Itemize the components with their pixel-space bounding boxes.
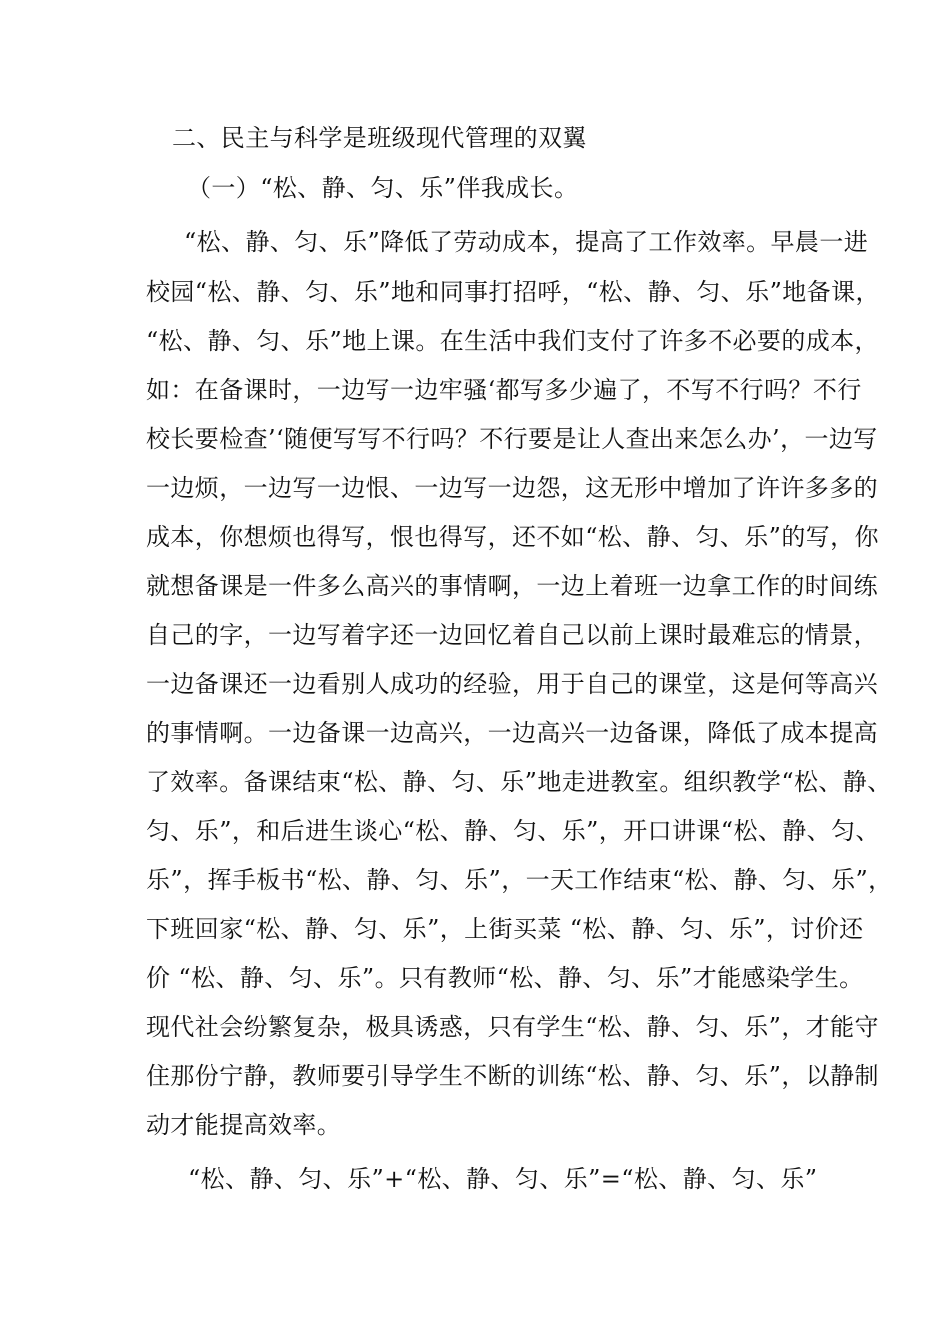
paragraph-line: 动才能提高效率。	[146, 1111, 342, 1139]
paragraph-line: 乐”，挥手板书“松、静、匀、乐”，一天工作结束“松、静、匀、乐”，	[146, 866, 893, 894]
paragraph-line: 就想备课是一件多么高兴的事情啊，一边上着班一边拿工作的时间练	[146, 572, 878, 600]
paragraph-line: 价 “松、静、匀、乐”。只有教师“松、静、匀、乐”才能感染学生。	[146, 964, 864, 992]
paragraph-line: 现代社会纷繁复杂，极具诱惑，只有学生“松、静、匀、乐”，才能守	[146, 1013, 879, 1041]
paragraph-line: “松、静、匀、乐”降低了劳动成本，提高了工作效率。早晨一进	[184, 228, 869, 256]
paragraph-line: 住那份宁静，教师要引导学生不断的训练“松、静、匀、乐”，以静制	[146, 1062, 879, 1090]
paragraph-line: 一边备课还一边看别人成功的经验，用于自己的课堂，这是何等高兴	[146, 670, 878, 698]
paragraph-line: 成本，你想烦也得写，恨也得写，还不如“松、静、匀、乐”的写，你	[146, 523, 879, 551]
paragraph-line: 下班回家“松、静、匀、乐”，上街买菜 “松、静、匀、乐”，讨价还	[146, 915, 864, 943]
paragraph-line: 匀、乐”，和后进生谈心“松、静、匀、乐”，开口讲课“松、静、匀、	[146, 817, 880, 845]
paragraph-line: 校园“松、静、匀、乐”地和同事打招呼，“松、静、匀、乐”地备课，	[146, 278, 880, 306]
paragraph-line: 如：在备课时，一边写一边牢骚‘都写多少遍了，不写不行吗？不行	[146, 376, 862, 404]
section-heading: 二、民主与科学是班级现代管理的双翼	[172, 124, 587, 152]
paragraph-line: 的事情啊。一边备课一边高兴，一边高兴一边备课，降低了成本提高	[146, 719, 878, 747]
subsection-heading: （一）“松、静、匀、乐”伴我成长。	[187, 174, 579, 202]
paragraph-line: 校长要检查’‘随便写写不行吗？不行要是让人查出来怎么办’，一边写	[146, 425, 878, 453]
paragraph-line: 了效率。备课结束“松、静、匀、乐”地走进教室。组织教学“松、静、	[146, 768, 892, 796]
paragraph-line: “松、静、匀、乐”地上课。在生活中我们支付了许多不必要的成本，	[146, 327, 879, 355]
paragraph-line: 一边烦，一边写一边恨、一边写一边怨，这无形中增加了许许多多的	[146, 474, 878, 502]
paragraph-line: 自己的字，一边写着字还一边回忆着自己以前上课时最难忘的情景，	[146, 621, 878, 649]
formula-line: “松、静、匀、乐”+“松、静、匀、乐”=“松、静、匀、乐”	[188, 1165, 818, 1193]
